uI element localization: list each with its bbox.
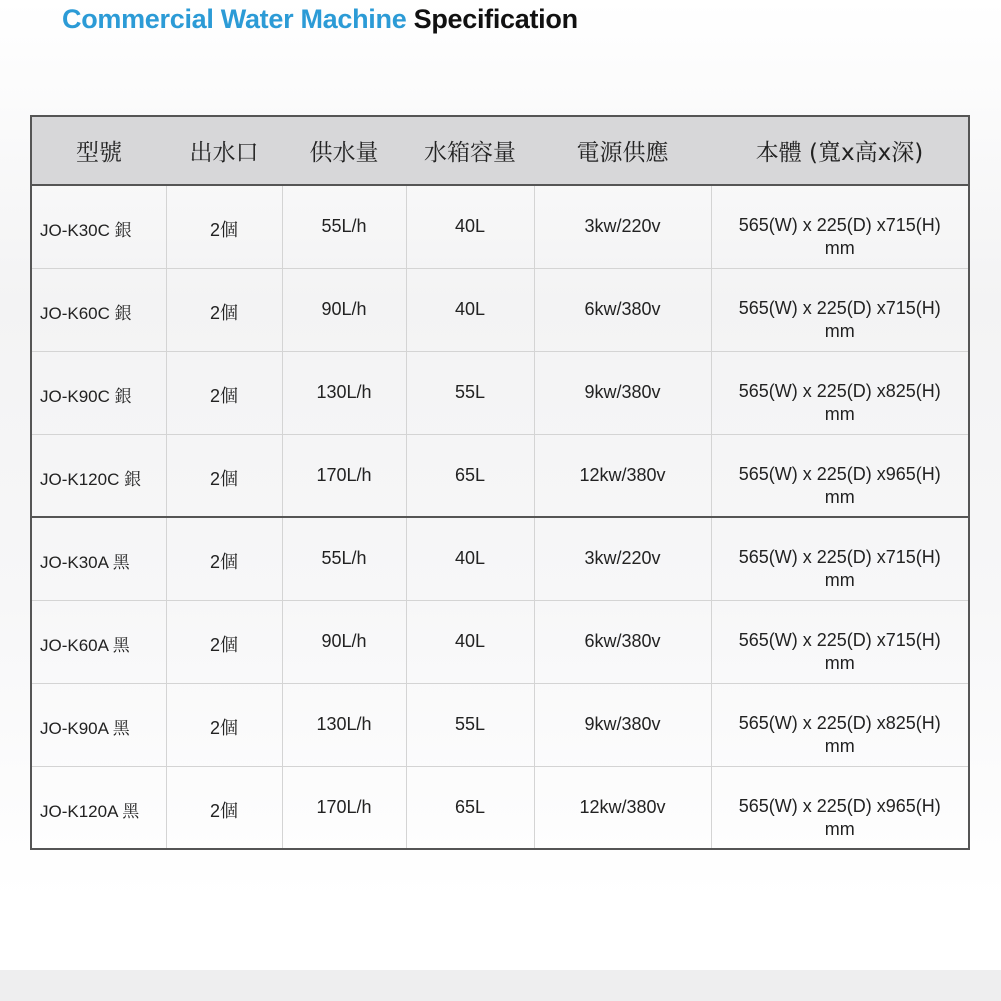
cell-size <box>711 185 969 268</box>
cell-size <box>711 683 969 766</box>
cell-size <box>711 351 969 434</box>
table-row <box>31 766 969 849</box>
cell-tank: 40L <box>406 185 534 268</box>
size-unit: mm <box>824 570 855 590</box>
table-row <box>31 683 969 766</box>
cell-tank: 55L <box>406 683 534 766</box>
cell-size <box>711 517 969 600</box>
cell-power: 12kw/380v <box>534 766 711 849</box>
cell-outlets: 2個 <box>166 185 282 268</box>
cell-power: 3kw/220v <box>534 517 711 600</box>
title-accent: Commercial Water Machine <box>62 4 407 34</box>
cell-flow: 55L/h <box>282 185 406 268</box>
cell-outlets: 2個 <box>166 600 282 683</box>
size-main: 565(W) x 225(D) x715(H) <box>738 629 941 650</box>
cell-size <box>711 268 969 351</box>
cell-model: JO-K30A 黑 <box>31 517 166 600</box>
cell-flow: 170L/h <box>282 766 406 849</box>
cell-power: 9kw/380v <box>534 683 711 766</box>
size-unit: mm <box>824 652 855 673</box>
cell-flow: 130L/h <box>282 351 406 434</box>
size-unit: mm <box>824 320 855 341</box>
size-main: 565(W) x 225(D) x715(H) <box>738 215 941 235</box>
table-row <box>31 268 969 351</box>
cell-model: JO-K30C 銀 <box>31 185 166 268</box>
header-size: 本體 (寬x高x深) <box>711 116 969 185</box>
footer-band <box>0 970 1001 1001</box>
cell-outlets: 2個 <box>166 766 282 849</box>
cell-outlets: 2個 <box>166 517 282 600</box>
header-tank: 水箱容量 <box>406 116 534 185</box>
spec-table <box>30 115 970 850</box>
header-model: 型號 <box>31 116 166 185</box>
cell-tank: 65L <box>406 766 534 849</box>
size-main: 565(W) x 225(D) x715(H) <box>738 547 941 567</box>
table-row <box>31 434 969 517</box>
size-main: 565(W) x 225(D) x825(H) <box>738 712 941 733</box>
page-title <box>62 4 578 35</box>
header-flow: 供水量 <box>282 116 406 185</box>
cell-flow: 90L/h <box>282 268 406 351</box>
size-unit: mm <box>824 486 855 507</box>
cell-tank: 55L <box>406 351 534 434</box>
cell-model: JO-K60A 黑 <box>31 600 166 683</box>
table-row <box>31 600 969 683</box>
cell-model: JO-K60C 銀 <box>31 268 166 351</box>
cell-outlets: 2個 <box>166 351 282 434</box>
cell-flow: 130L/h <box>282 683 406 766</box>
header-outlets: 出水口 <box>166 116 282 185</box>
cell-model: JO-K90A 黑 <box>31 683 166 766</box>
cell-model: JO-K120A 黑 <box>31 766 166 849</box>
size-unit: mm <box>824 818 855 839</box>
cell-flow: 90L/h <box>282 600 406 683</box>
cell-size <box>711 766 969 849</box>
cell-model: JO-K120C 銀 <box>31 434 166 517</box>
table-header-row <box>31 116 969 185</box>
cell-flow: 170L/h <box>282 434 406 517</box>
size-unit: mm <box>824 735 855 756</box>
cell-tank: 65L <box>406 434 534 517</box>
cell-power: 12kw/380v <box>534 434 711 517</box>
cell-outlets: 2個 <box>166 683 282 766</box>
table-row <box>31 185 969 268</box>
size-unit: mm <box>824 238 855 258</box>
size-main: 565(W) x 225(D) x825(H) <box>738 380 941 401</box>
cell-outlets: 2個 <box>166 268 282 351</box>
table-row <box>31 517 969 600</box>
header-power: 電源供應 <box>534 116 711 185</box>
cell-power: 9kw/380v <box>534 351 711 434</box>
size-main: 565(W) x 225(D) x965(H) <box>738 795 941 816</box>
cell-flow: 55L/h <box>282 517 406 600</box>
size-main: 565(W) x 225(D) x715(H) <box>738 297 941 318</box>
cell-power: 6kw/380v <box>534 268 711 351</box>
cell-size <box>711 434 969 517</box>
cell-outlets: 2個 <box>166 434 282 517</box>
cell-model: JO-K90C 銀 <box>31 351 166 434</box>
size-main: 565(W) x 225(D) x965(H) <box>738 463 941 484</box>
table-row <box>31 351 969 434</box>
cell-tank: 40L <box>406 600 534 683</box>
cell-power: 3kw/220v <box>534 185 711 268</box>
size-unit: mm <box>824 403 855 424</box>
cell-tank: 40L <box>406 268 534 351</box>
cell-tank: 40L <box>406 517 534 600</box>
title-dark: Specification <box>413 4 578 34</box>
cell-size <box>711 600 969 683</box>
cell-power: 6kw/380v <box>534 600 711 683</box>
